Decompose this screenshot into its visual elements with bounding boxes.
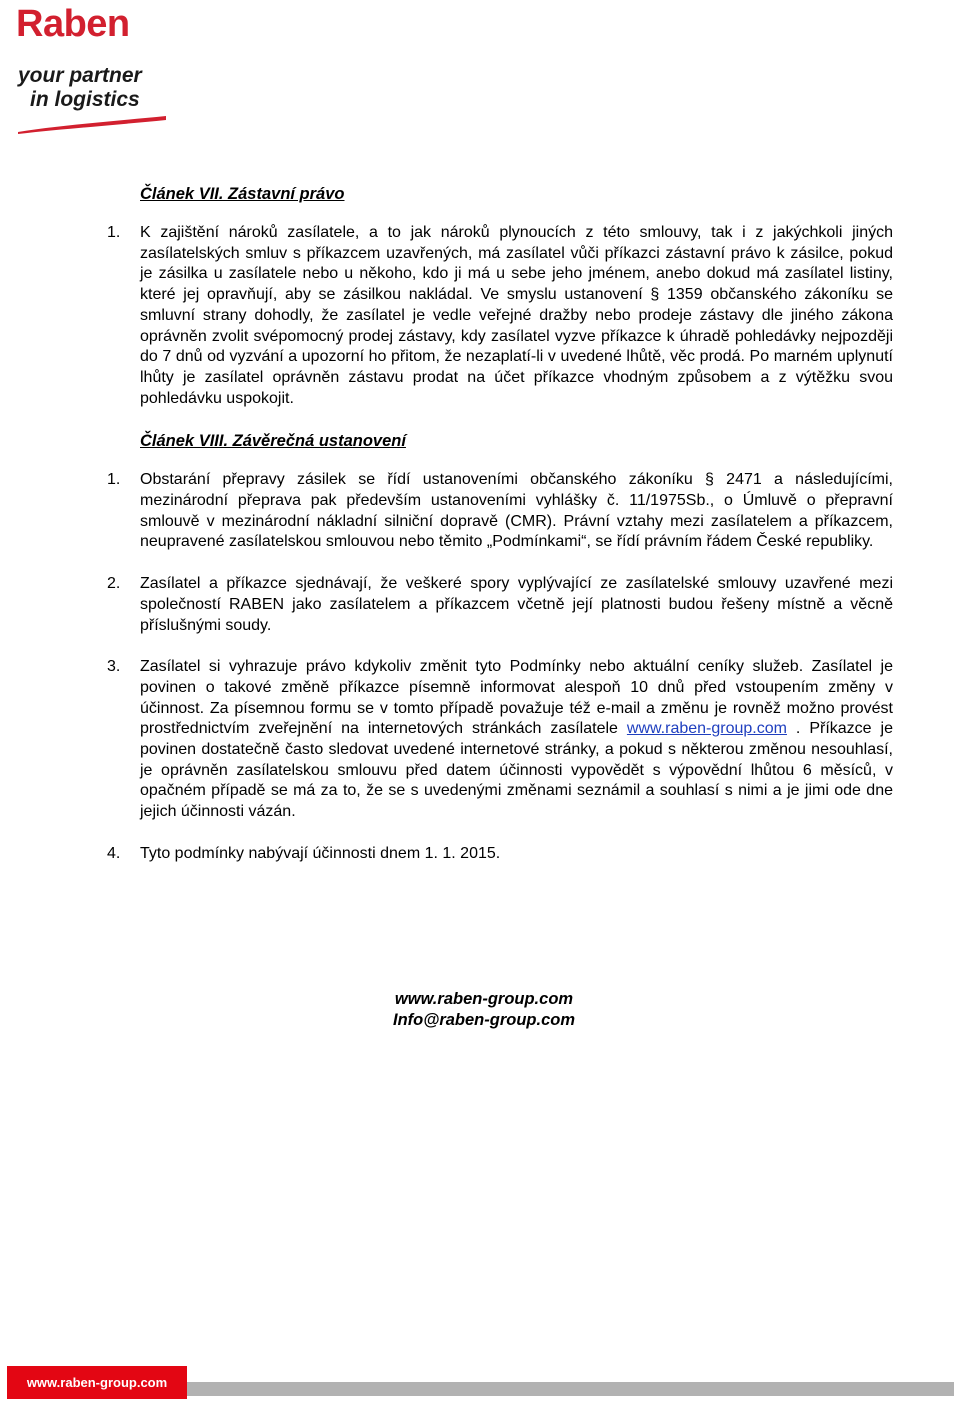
article-7-heading: Článek VII. Zástavní právo [140, 185, 345, 203]
item-text: Zasílatel a příkazce sjednávají, že veškeré spory vyplývající ze zasílatelské smlouvy uzavřené mezi společností RABEN jako zasílatelem a příkazcem včetně její platnosti budou řešeny místně a věcně příslušnými soudy. [140, 575, 893, 634]
item-text-before-link: Zasílatel si vyhrazuje právo kdykoliv změnit tyto Podmínky nebo aktuální ceníky služeb. Zasílatel je povinen o takové změně příkazce písemně informovat alespoň 10 dnů před vstoupením změny v účinnost. Za písemnou formu se v tomto případě považuje též e-mail a změnu je rovněž možno provést prostřednictvím zveřejnění na internetových stránkách zasílatele [140, 658, 893, 738]
logo-tagline-line-2: in logistics [30, 88, 140, 111]
raben-logo [16, 4, 176, 136]
item-text: K zajištění nároků zasílatele, a to jak nároků plynoucích z této smlouvy, tak i z jakýchkoli jiných zasílatelských smluv s příkazcem uzavřených, má zasílatel vůči příkazci zástavní právo k zásilce, pokud je zásilka u zasílatele nebo u někoho, kdo ji má u sebe jeho jménem, anebo dokud má zasílatel listiny, které jej opravňují, aby se zásilkou nakládal. Ve smyslu ustanovení § 1359 občanského zákoníku se smluvní strany dohodly, že zasílatel je vedle veřejné dražby nebo prodeje zástavy dle jiného zákona oprávněn zvolit svépomocný prodej zástavy, kdy zasílatel vyzve příkazce k úhradě pohledávky nejpozději do 7 dnů od vyzvání a upozorní ho přitom, že nezaplatí-li v uvedené lhůtě, věc prodá. Po marném uplynutí lhůty je zasílatel oprávněn zástavu prodat na účet příkazce vhodným způsobem a z výtěžku svou pohledávku uspokojit. [140, 224, 893, 407]
article-8-item-2 [107, 574, 893, 636]
article-7-item-1 [107, 223, 893, 409]
contact-website: www.raben-group.com [394, 990, 574, 1008]
logo-tagline-line-1: your partner [18, 64, 142, 87]
article-8-item-3 [107, 657, 893, 823]
item-number: 1. [107, 471, 121, 489]
contact-email: Info@raben-group.com [393, 1011, 575, 1029]
footer-bar [186, 1382, 954, 1396]
document-body [107, 183, 893, 886]
raben-website-link[interactable]: www.raben-group.com [626, 720, 787, 738]
item-text: Tyto podmínky nabývají účinnosti dnem 1. 1. 2015. [140, 844, 501, 862]
footer-website-badge: www.raben-group.com [7, 1366, 187, 1399]
article-8-item-1 [107, 470, 893, 553]
item-number: 1. [107, 224, 121, 241]
logo-wordmark: Raben [16, 3, 130, 45]
item-number: 2. [107, 575, 121, 593]
contact-block [0, 989, 960, 1031]
item-text-after-link: . Příkazce je povinen dostatečně často sledovat uvedené internetové stránky, a pokud s některou změnou nesouhlasí, je oprávněn zasílatelskou smlouvu před datem účinnosti vypovědět s výpovědní lhůtou 6 měsíců, v opačném případě se má za to, že se s uvedenými změnami seznámil a souhlasí s nimi a je jimi ode dne jejich účinnosti vázán. [140, 720, 893, 821]
item-number: 4. [107, 844, 121, 862]
article-8-item-4 [107, 844, 893, 865]
logo-tagline [18, 64, 142, 112]
logo-swoosh-icon [16, 112, 168, 136]
item-text [140, 657, 893, 823]
item-number: 3. [107, 658, 121, 676]
article-8-heading: Článek VIII. Závěrečná ustanovení [140, 432, 406, 451]
item-text: Obstarání přepravy zásilek se řídí ustanoveními občanského zákoníku § 2471 a následujícími, mezinárodní přeprava pak především ustanoveními vyhlášky č. 11/1975Sb., o Úmluvě o přepravní smlouvě v mezinárodní nákladní silniční dopravě (CMR). Právní vztahy mezi zasílatelem a příkazcem, neupravené zasílatelskou smlouvou nebo těmito „Podmínkami“, se řídí právním řádem České republiky. [140, 471, 893, 551]
